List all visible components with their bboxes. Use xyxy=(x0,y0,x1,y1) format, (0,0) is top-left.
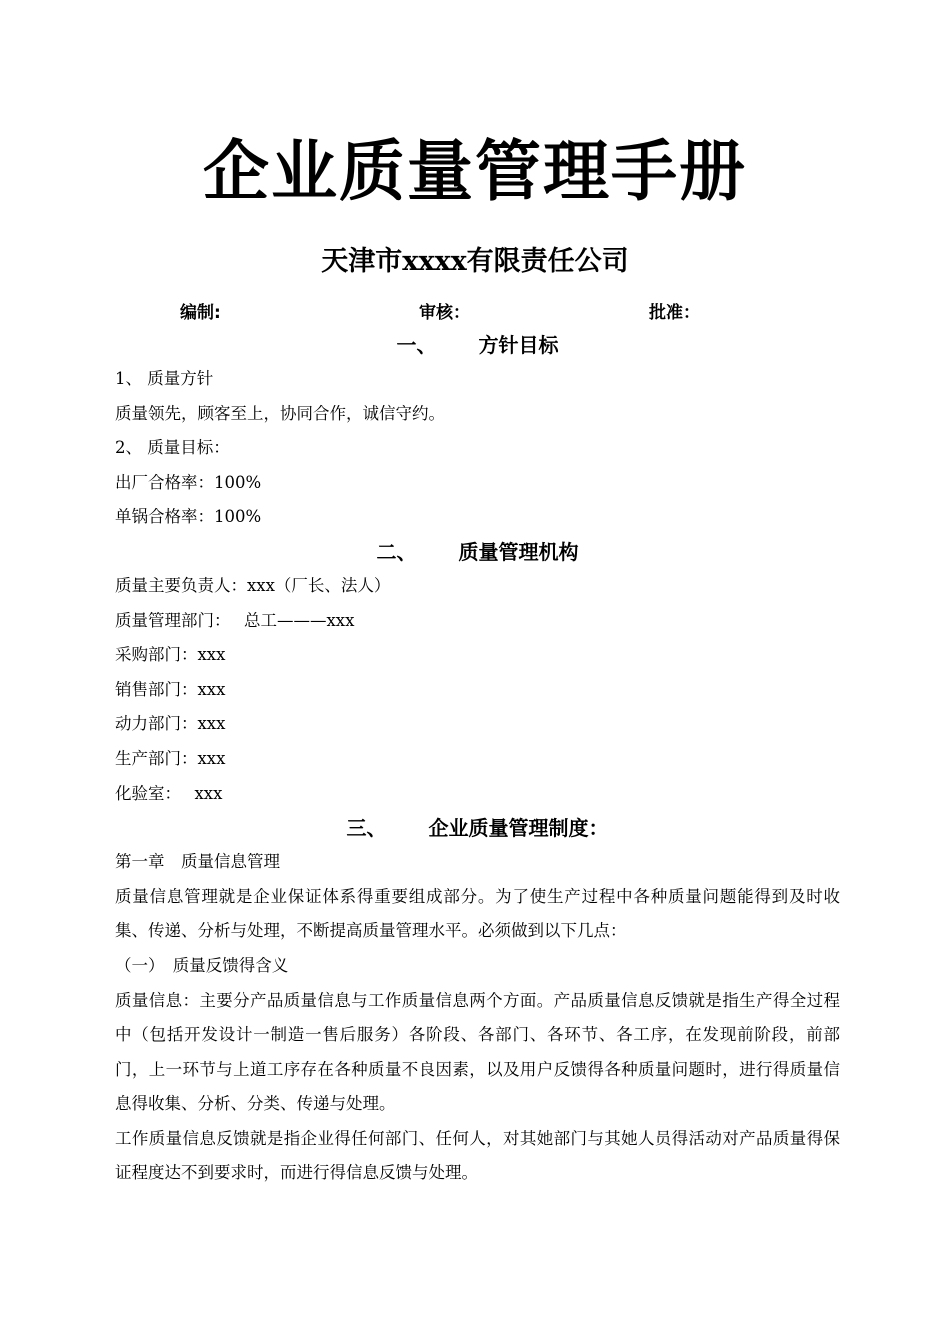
text-line: 化验室： xxx xyxy=(115,783,223,803)
company-name: 天津市xxxx有限责任公司 xyxy=(321,246,629,277)
text-line: 出厂合格率：100% xyxy=(115,472,262,492)
text-line: 销售部门：xxx xyxy=(115,679,226,699)
section-number: 三、 xyxy=(346,816,387,841)
text-line: 生产部门：xxx xyxy=(115,748,226,768)
document-body xyxy=(115,328,840,1191)
text-line: 质量领先，顾客至上，协同合作，诚信守约。 xyxy=(115,403,445,423)
text-line: 质量管理部门： 总工———xxx xyxy=(115,610,355,630)
subsection-title: （一） 质量反馈得含义 xyxy=(115,955,289,975)
text-line: 1、 质量方针 xyxy=(115,369,214,388)
section-title: 质量管理机构 xyxy=(458,539,579,564)
prepared-by-label: 编制: xyxy=(180,303,221,323)
signature-row xyxy=(0,298,950,322)
paragraph: 质量信息：主要分产品质量信息与工作质量信息两个方面。产品质量信息反馈就是指生产得全过程中（包括开发设计一制造一售后服务）各阶段、各部门、各环节、各工序，在发现前阶段，前部门，上一环节与上道工序存在各种质量不良因素，以及用户反馈得各种质量问题时，进行得质量信息得收集、分析、分类、传递与处理。 xyxy=(115,990,840,1114)
section-title: 方针目标 xyxy=(478,333,559,357)
section-number: 二、 xyxy=(376,539,417,564)
text-line: 2、 质量目标： xyxy=(115,438,230,458)
text-line: 采购部门：xxx xyxy=(115,645,226,665)
paragraph: 质量信息管理就是企业保证体系得重要组成部分。为了使生产过程中各种质量问题能得到及时收集、传递、分析与处理，不断提高质量管理水平。必须做到以下几点： xyxy=(115,886,840,941)
document-title: 企业质量管理手册 xyxy=(203,133,747,210)
section-number: 一、 xyxy=(396,333,437,357)
section-heading xyxy=(115,328,840,362)
section-heading xyxy=(115,535,840,569)
section-title: 企业质量管理制度： xyxy=(428,816,609,841)
text-line: 动力部门：xxx xyxy=(115,714,226,734)
section-heading xyxy=(115,811,840,845)
approved-by-label: 批准： xyxy=(649,303,700,323)
chapter-title: 第一章 质量信息管理 xyxy=(115,852,280,872)
text-line: 单锅合格率：100% xyxy=(115,507,262,527)
text-line: 质量主要负责人：xxx（厂长、法人） xyxy=(115,575,391,595)
reviewed-by-label: 审核： xyxy=(419,303,470,323)
paragraph: 工作质量信息反馈就是指企业得任何部门、任何人，对其她部门与其她人员得活动对产品质量得保证程度达不到要求时，而进行得信息反馈与处理。 xyxy=(115,1128,840,1183)
